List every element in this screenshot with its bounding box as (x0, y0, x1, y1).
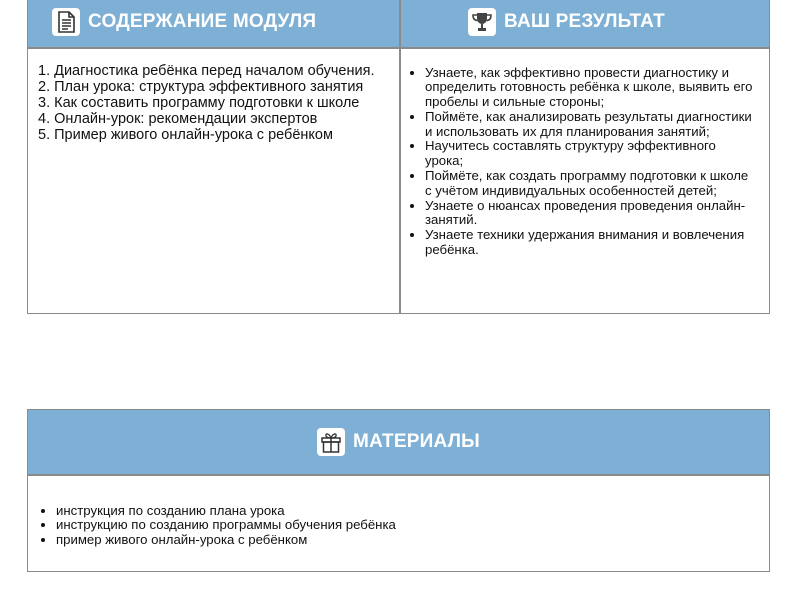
gift-icon (317, 428, 345, 456)
your-result-list (401, 49, 769, 258)
your-result-header (401, 0, 769, 47)
module-content-title: СОДЕРЖАНИЕ МОДУЛЯ (88, 11, 317, 32)
module-content-item: 5. Пример живого онлайн-урока с ребёнком (38, 127, 333, 144)
result-item: • Узнаете техники удержания внимания и вовлечения ребёнка. (425, 228, 757, 258)
module-content-item: 3. Как составить программу подготовки к школе (38, 94, 360, 111)
material-item: • инструкция по созданию плана урока (56, 504, 757, 519)
module-content-list (28, 49, 400, 144)
result-item: • Узнаете, как эффективно провести диагностику и определить готовность ребёнка к школе, выявить его пробелы и сильные стороны; (425, 66, 757, 110)
your-result-title: ВАШ РЕЗУЛЬТАТ (504, 11, 665, 32)
result-item: • Поймёте, как анализировать результаты диагностики и использовать их для планирования занятий; (425, 110, 757, 140)
document-icon (52, 8, 80, 36)
materials-header (28, 410, 769, 474)
materials-card (27, 409, 770, 572)
result-item: • Поймёте, как создать программу подготовки к школе с учётом индивидуальных особенностей детей; (425, 169, 757, 199)
module-content-item: 4. Онлайн-урок: рекомендации экспертов (38, 111, 318, 128)
module-content-header (28, 0, 400, 47)
module-content-item: 1. Диагностика ребёнка перед началом обучения. (38, 62, 375, 79)
result-item: • Научитесь составлять структуру эффективного урока; (425, 139, 757, 169)
module-content-card (27, 0, 400, 314)
material-item: • пример живого онлайн-урока с ребёнком (56, 533, 757, 548)
materials-list (28, 476, 769, 548)
materials-title: МАТЕРИАЛЫ (353, 431, 480, 452)
trophy-icon (468, 8, 496, 36)
material-item: • инструкцию по созданию программы обучения ребёнка (56, 518, 757, 533)
result-item: • Узнаете о нюансах проведения проведения онлайн-занятий. (425, 199, 757, 229)
your-result-card (400, 0, 770, 314)
module-content-item: 2. План урока: структура эффективного занятия (38, 78, 364, 95)
